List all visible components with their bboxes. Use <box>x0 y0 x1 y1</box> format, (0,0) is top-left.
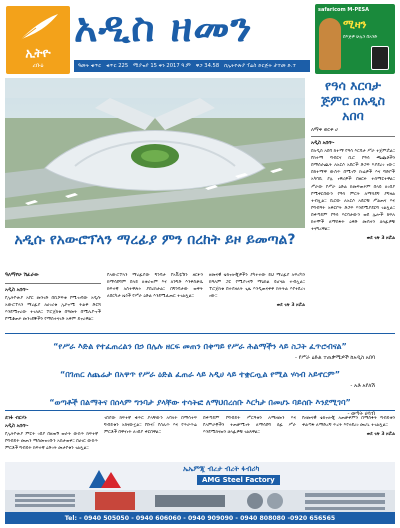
bottom-story-column <box>104 415 197 452</box>
top-advertisement[interactable] <box>315 4 395 74</box>
main-story-text: ዘመናዊ ቴክኖሎጂዎችን ያካተተው ይህ ማረፊያ አፍሪካን ከዓለም ጋር የሚያገናኝ ማዕከል ይሆናል ተብሏል። ፕሮጀክቱ በተያዘለት ጊዜ እንዲጠናቀቅ ክትትል እየተደረገ ነው። <box>209 273 305 300</box>
main-story-dateline: አዲስ አበባ፡- <box>5 286 29 293</box>
quotes-section <box>5 333 395 418</box>
main-story-columns <box>5 272 305 323</box>
pull-quote: “ወጣቶች በልማትና በሰላም ግንባታ ያላቸው ተሳትፎ ለማህበረሰቡ እርካታ በመሆኑ ባይሰቡ እንደሚገባ” <box>49 398 351 407</box>
quote-source: - የሥራ ዕድል ተጠቃሚዎች ከአዲስ አበባ <box>295 355 375 361</box>
bottom-story-text: ገበያው ከፍተኛ ቁጥር ያላቸውን አባላት በማሳተፍ ግብይቱን አከናውኗል። የቡና፣ የሰሊጥ እና የጥራጥሬ ምርቶች በዋናነት ለገበያ ቀርበዋል። <box>104 416 197 436</box>
advertiser-name-english: AMG Steel Factory <box>197 475 280 485</box>
continued-link[interactable]: ወደ ገጽ 3 ዞሯል <box>276 303 305 309</box>
bottom-story-text: የዘመናዊ ቴክኖሎጂ አጠቃቀምን በማስፋት ግብይቱን ቀልጣፋ ለማድረግ ጥረት እየተደረገ መሆኑ ተገልጿል። <box>302 416 395 429</box>
right-story-body: በአዲስ አበባ ከተማ የዓሳ እርባታ ሥራ ተጀምሯል። የከተማ ግብርና ቢሮ የዓሳ ጫጩቶችን በማሰራጨት ለአርሶ አደሮች ድጋፍ እያደረገ ነው። በከተማዋ ውስጥ በሚገኙ ኩሬዎች እና ግድቦች አካባቢ ያሉ ነዋሪዎች በዘርፉ ተሰማርተዋል። ሥራው የሥራ ዕድል ከመፍጠሩም በላይ ለገበያ የሚቀርበውን የዓሳ ምርት ለማሳደግ ያግዛል ተብሏል። ቢሮው ለአርሶ አደሮቹ ሥልጠና እና የግብዓት አቅርቦት ድጋፍ እንደሚያደርግ ገልጿል። በቀጣይም የዓሳ እርባታውን ወደ ሌሎች ክፍለ ከተሞች ለማስፋት ዕቅድ መያዙን ኃላፊዎቹ ተናግረዋል። <box>311 149 395 233</box>
right-column-story <box>311 78 395 241</box>
continued-link[interactable]: ወደ ገጽ 3 ዞሯል <box>366 236 395 242</box>
bottom-story <box>5 410 395 452</box>
newspaper-logo <box>6 6 70 74</box>
ad-brand: safaricom M-PESA <box>318 7 370 13</box>
bottom-story-column <box>302 415 395 452</box>
bottom-story-dateline: አዲስ አበባ፡- <box>5 422 29 429</box>
main-headline[interactable]: አዲሱ የአውሮፕላን ማረፊያ ምን በረከት ይዞ ይመጣል? <box>14 232 296 248</box>
bottom-advertisement[interactable] <box>5 462 395 524</box>
divider <box>311 136 395 137</box>
bottom-story-column <box>5 415 98 452</box>
issue-year: ዓመት ቁጥር <box>78 62 102 69</box>
steel-products-image <box>5 490 395 512</box>
right-story-byline: ለማቀ ወርቅ ሀ <box>311 127 338 133</box>
issue-number: ቁጥር 225 <box>106 62 129 69</box>
main-story-column <box>209 272 305 323</box>
amg-logo-icon <box>87 466 125 490</box>
issue-price: ዋጋ 34.58 <box>195 62 220 69</box>
right-story-dateline: አዲስ አበባ፡- <box>311 140 335 146</box>
bottom-story-column <box>203 415 296 452</box>
advertiser-phone-numbers[interactable]: Tel: - 0940 505050 - 0940 606060 - 0940 909090 - 0940 808080 -0920 656565 <box>5 512 395 524</box>
ad-subtext: በእጅዎ ሁሉን በአንድ <box>343 35 378 40</box>
logo-day: ረቡዕ <box>32 62 44 69</box>
issue-publisher: በኢትዮጵያ ፕሬስ ድርጅት ታተመ ድ.ተ <box>224 62 297 69</box>
advertiser-name-amharic: ኤኤምጂ ብረታ ብረት ፋብሪካ <box>183 465 260 473</box>
phone-icon <box>371 46 389 70</box>
bottom-story-text: የኢትዮጵያ ምርት ገበያ በዘጠኝ ወራት ውስጥ ከፍተኛ የግብይት መጠን ማስመዝገቡን አስታወቀ። በሀገር ውስጥ ምርቶች ግብይት ከፍተኛ ዕድገት መታየቱን ገልጿል። <box>5 431 98 451</box>
main-story-column <box>107 272 203 323</box>
newspaper-title: አዲስ ዘመን <box>74 4 253 51</box>
bottom-story-text: በቀጣይም የግብይት ሥርዓቱን ለማዘመን እና የአምራቾችን ተጠቃሚነት ለማሳደግ ሰፊ ሥራ እንደሚከናወን ኃላፊዎቹ ገልጸዋል። <box>203 416 296 436</box>
masthead <box>6 6 308 74</box>
quote-source: - አቶ አየለሽ <box>350 383 375 389</box>
ad-person-image <box>319 18 341 70</box>
continued-link[interactable]: ወደ ገጽ 3 ዞሯል <box>366 432 395 438</box>
main-story-byline: ዓለማየሁ ሽፈራው <box>5 272 40 278</box>
main-story-text: የኢትዮጵያ አየር መንገድ በቢሾፍቱ የሚገነባው አዲሱ አውሮፕላን ማረፊያ ለሀገሪቱ ኢኮኖሚ ትልቅ ድርሻ እንደሚኖረው ተገለጸ። ፕሮጀክቱ በዓመት በሚሊዮኖች የሚቆጠሩ መንገደኞችን የማስተናገድ አቅም ይኖረዋል። <box>5 295 101 322</box>
issue-info-bar <box>74 60 310 72</box>
issue-date: ሚያዝያ 15 ቀን 2017 ዓ.ም <box>133 62 191 69</box>
quote-source: - ወጣት ሀሳብ <box>347 411 375 417</box>
right-story-headline[interactable]: የዓሳ እርባታ ጅምር በአዲስ አበባ <box>320 78 386 123</box>
main-story-text: የአውሮፕላን ማረፊያው ግንባታ የአቪዬሽን ዘርፉን ከማሳደግም በላይ ለቱሪዝም እና ለንግድ እንቅስቃሴ ከፍተኛ አስተዋጽኦ ያበረክታል። በግንባታው ወቅት ለበርካታ ዜጎች የሥራ ዕድል እንደሚፈጠር ተገልጿል። <box>107 273 203 300</box>
divider <box>5 283 101 284</box>
main-story-column <box>5 272 101 323</box>
quill-icon <box>16 12 60 42</box>
logo-word: ኢትዮ <box>25 46 51 60</box>
pull-quote: “በገጠር ለጨሬታ በአዋጥ የሥራ ዕድል ፈጠራ ላይ አዲሀ ላይ ተቋርጧል የሚል ሃሳብ አይኖርም” <box>60 370 340 379</box>
bottom-story-byline: ደገፋ ብርሃኑ <box>5 415 27 421</box>
ad-headline: ሚዛን <box>343 18 367 31</box>
pull-quote: “የሥራ እድል የተፈጠረልን በኃ በሌሉ ዘርፍ መጠን በቀጣይ የሥራ ሕልማችን ላይ ስጋት ፈጥሮብናል” <box>53 342 347 351</box>
airport-rendering-photo <box>5 78 305 228</box>
